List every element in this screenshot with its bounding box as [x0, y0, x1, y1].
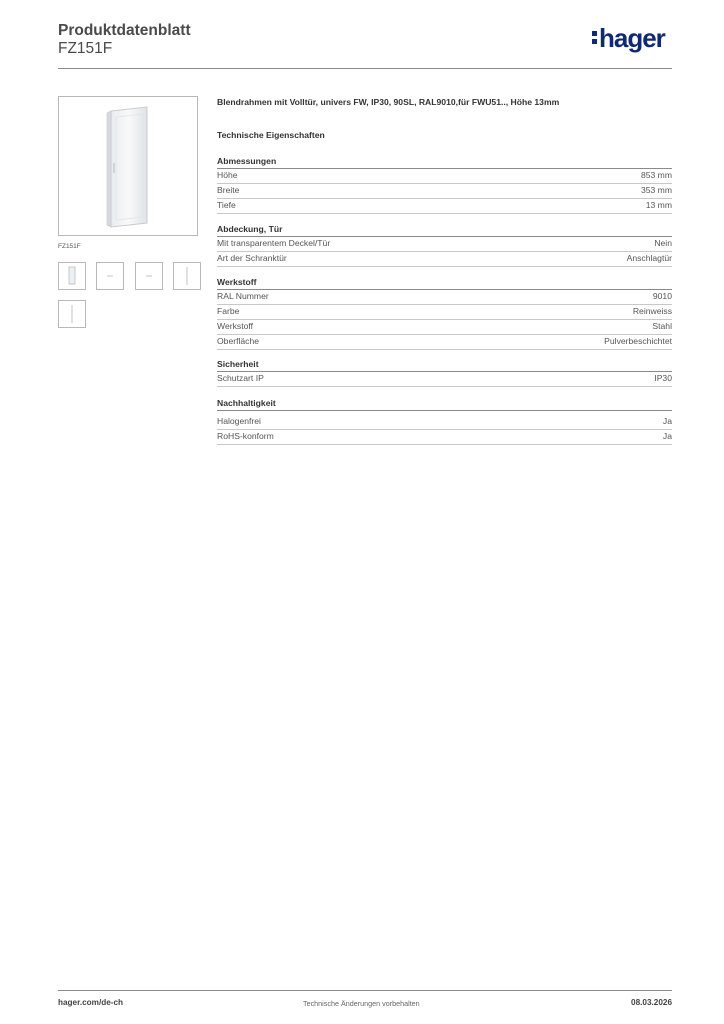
table-row [217, 199, 672, 214]
row-label: Oberfläche [217, 336, 260, 346]
row-value: 353 mm [640, 185, 672, 195]
footer-divider [58, 990, 672, 991]
row-label: Höhe [217, 170, 238, 180]
door-thumbnail-icon [59, 263, 85, 289]
product-image [58, 96, 198, 236]
tech-heading: Technische Eigenschaften [217, 130, 325, 140]
row-value: Ja [662, 431, 672, 441]
product-code: FZ151F [58, 40, 113, 57]
table-row [217, 237, 672, 252]
row-value: 853 mm [640, 170, 672, 180]
header-divider [58, 68, 672, 69]
row-label: Tiefe [217, 200, 236, 210]
row-label: Farbe [217, 306, 240, 316]
side-view-thumbnail-icon [97, 263, 123, 289]
thumbnail-1[interactable] [58, 262, 86, 290]
table-row [217, 169, 672, 184]
table-row [217, 430, 672, 445]
row-label: Mit transparentem Deckel/Tür [217, 238, 331, 248]
section-title-sicherheit: Sicherheit [217, 359, 259, 369]
front-view-thumbnail-icon [174, 263, 200, 289]
row-value: 9010 [652, 291, 672, 301]
row-value: Nein [654, 238, 672, 248]
image-caption: FZ151F [58, 243, 81, 250]
table-row [217, 372, 672, 387]
top-view-thumbnail-icon [136, 263, 162, 289]
website-link[interactable]: hager.com/de-ch [58, 998, 124, 1007]
thumbnail-4[interactable] [173, 262, 201, 290]
section-title-nachhaltigkeit: Nachhaltigkeit [217, 398, 276, 408]
thumbnail-3[interactable] [135, 262, 163, 290]
row-label: Schutzart IP [217, 373, 264, 383]
row-value: Ja [662, 416, 672, 426]
product-description: Blendrahmen mit Volltür, univers FW, IP30, 90SL, RAL9010,für FWU51.., Höhe 13mm [217, 97, 560, 107]
table-row [217, 184, 672, 199]
logo-text: hager [599, 23, 665, 53]
row-label: Halogenfrei [217, 416, 261, 426]
section-title-werkstoff: Werkstoff [217, 277, 257, 287]
table-row [217, 415, 672, 430]
row-value: IP30 [654, 373, 672, 383]
door-frame-icon [103, 105, 151, 229]
section-title-abdeckung: Abdeckung, Tür [217, 224, 283, 234]
row-value: 13 mm [645, 200, 672, 210]
row-value: Anschlagtür [626, 253, 672, 263]
section-divider [217, 410, 672, 411]
page-title: Produktdatenblatt [58, 22, 191, 39]
thumbnail-2[interactable] [96, 262, 124, 290]
row-label: RoHS-konform [217, 431, 274, 441]
row-value: Pulverbeschichtet [604, 336, 672, 346]
thumbnail-5[interactable] [58, 300, 86, 328]
row-value: Stahl [652, 321, 672, 331]
row-label: RAL Nummer [217, 291, 269, 301]
footer-notice: Technische Änderungen vorbehalten [303, 999, 420, 1008]
logo-colon-icon [592, 27, 598, 47]
row-label: Art der Schranktür [217, 253, 287, 263]
table-row [217, 252, 672, 267]
section-title-abmessungen: Abmessungen [217, 156, 277, 166]
table-row [217, 290, 672, 305]
row-label: Breite [217, 185, 240, 195]
table-row [217, 335, 672, 350]
row-label: Werkstoff [217, 321, 253, 331]
profile-thumbnail-icon [59, 301, 85, 327]
row-value: Reinweiss [632, 306, 672, 316]
hager-logo [592, 25, 665, 51]
footer-date: 08.03.2026 [631, 998, 672, 1007]
table-row [217, 320, 672, 335]
table-row [217, 305, 672, 320]
